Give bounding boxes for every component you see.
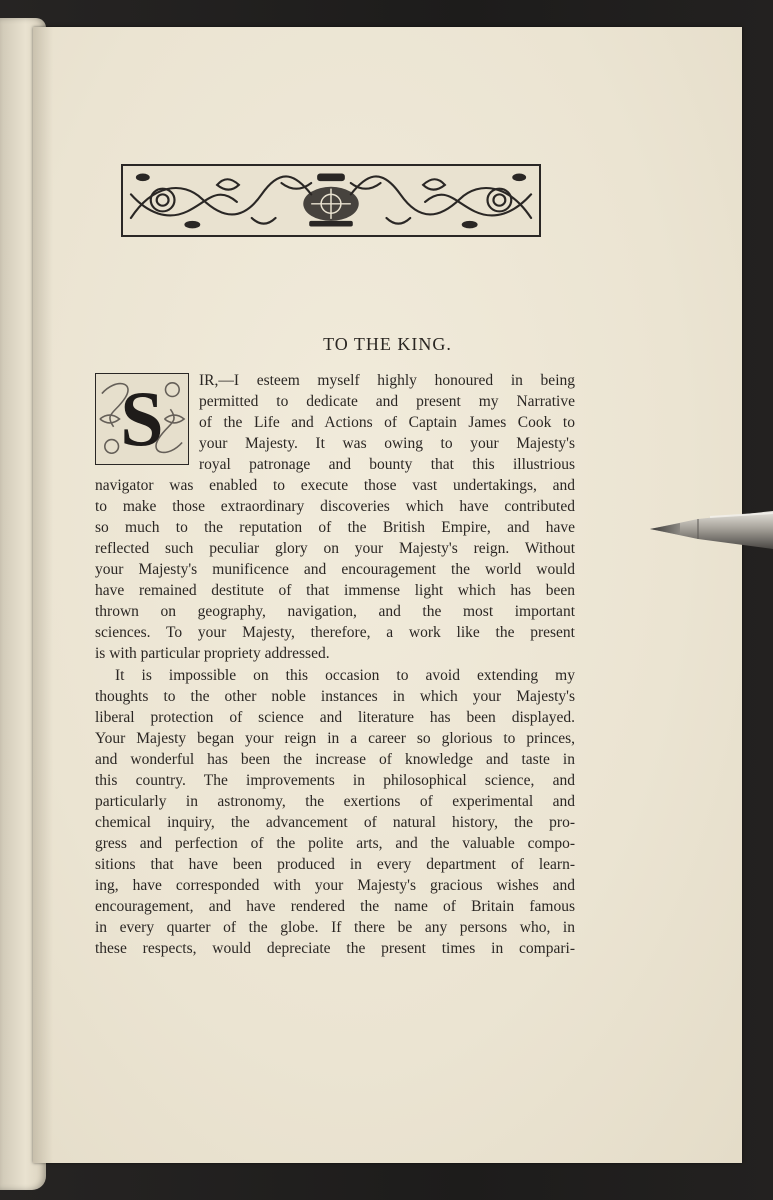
text-line: so much to the reputation of the British Empire, and have: [95, 519, 575, 536]
text-line: royal patronage and bounty that this illustrious: [199, 456, 575, 473]
ornamental-headpiece: [121, 164, 541, 237]
text-line: liberal protection of science and literature has been displayed.: [95, 709, 575, 726]
text-line: Your Majesty began your reign in a career so glorious to princes,: [95, 730, 575, 747]
text-line: chemical inquiry, the advancement of natural history, the pro-: [95, 814, 575, 831]
page-title: TO THE KING.: [323, 334, 452, 354]
text-line: this country. The improvements in philosophical science, and: [95, 772, 575, 789]
text-line: is with particular propriety addressed.: [95, 645, 330, 662]
text-line: to make those extraordinary discoveries which have contributed: [95, 498, 575, 515]
text-line: reflected such peculiar glory on your Majesty's reign. Without: [95, 540, 575, 557]
text-line: permitted to dedicate and present my Narrative: [199, 393, 575, 410]
pen-nib-icon: [650, 505, 773, 555]
text-line: particularly in astronomy, the exertions of experimental and: [95, 793, 575, 810]
text-line: It is impossible on this occasion to avoid extending my: [115, 667, 575, 684]
initial-letter: S: [120, 375, 164, 462]
text-line: these respects, would depreciate the present times in compari-: [95, 940, 575, 957]
page-gutter-shadow: [33, 27, 53, 1163]
text-line: IR,—I esteem myself highly honoured in being: [199, 372, 575, 389]
text-line: your Majesty's munificence and encouragement the world would: [95, 561, 575, 578]
decorated-initial: [95, 373, 189, 465]
pen-pointer: [650, 505, 773, 555]
text-line: of the Life and Actions of Captain James Cook to: [199, 414, 575, 431]
text-line: thrown on geography, navigation, and the most important: [95, 603, 575, 620]
text-line: sitions that have been produced in every department of learn-: [95, 856, 575, 873]
text-line: your Majesty. It was owing to your Majesty's: [199, 435, 575, 452]
text-line: and wonderful has been the increase of knowledge and taste in: [95, 751, 575, 768]
text-line: have remained destitute of that immense light which has been: [95, 582, 575, 599]
text-line: gress and perfection of the polite arts, and the valuable compo-: [95, 835, 575, 852]
text-line: navigator was enabled to execute those vast undertakings, and: [95, 477, 575, 494]
text-line: thoughts to the other noble instances in which your Majesty's: [95, 688, 575, 705]
text-line: sciences. To your Majesty, therefore, a work like the present: [95, 624, 575, 641]
floral-ornament-icon: [123, 166, 539, 235]
text-line: encouragement, and have rendered the name of Britain famous: [95, 898, 575, 915]
text-line: ing, have corresponded with your Majesty's gracious wishes and: [95, 877, 575, 894]
text-line: in every quarter of the globe. If there be any persons who, in: [95, 919, 575, 936]
